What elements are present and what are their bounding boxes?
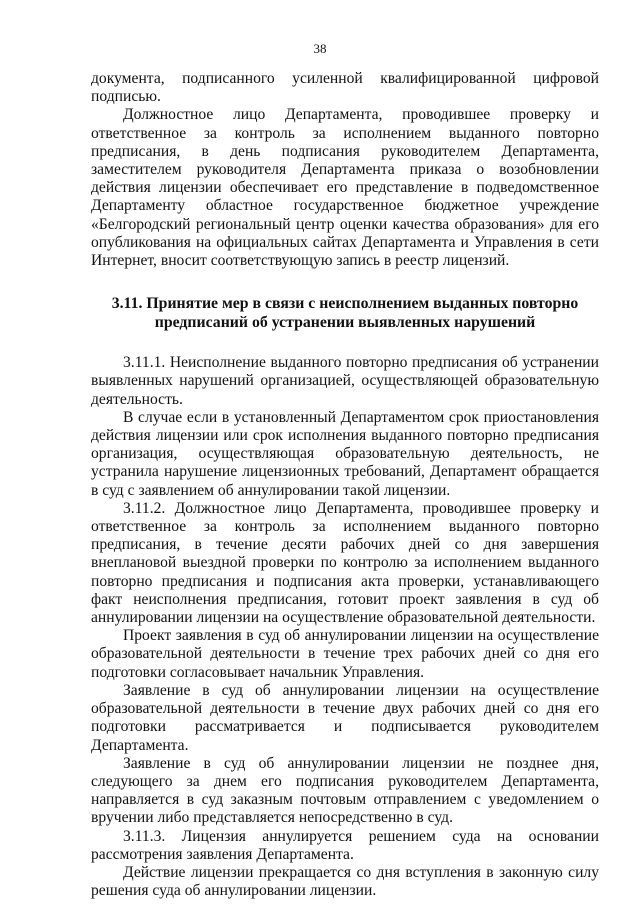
page-number: 38 [313,41,327,56]
paragraph-3-11-3: 3.11.3. Лицензия аннулируется решением суда на основании рассмотрения заявления Департамента. [91,827,599,863]
paragraph-draft: Проект заявления в суд об аннулировании лицензии на осуществление образовательной деятельности в течение трех рабочих дней со дня его подготовки согласовывает начальник Управления. [91,627,599,681]
paragraph-review: Заявление в суд об аннулировании лицензии на осуществление образовательной деятельности в течение двух рабочих дней со дня его подготовки рассматривается и подписывается руководителем Департамента. [91,681,599,754]
section-heading: 3.11. Принятие мер в связи с неисполнением выданных повторно предписаний об устранении выявленных нарушений [111,295,579,332]
document-body [91,70,599,900]
paragraph-case: В случае если в установленный Департаментом срок приостановления действия лицензии или срок исполнения выданного повторно предписания организация, осуществляющая образовательную деятельность, не устранила нарушение лицензионных требований, Департамент обращается в суд с заявлением об аннулировании такой лицензии. [91,408,599,499]
paragraph-3-11-1: 3.11.1. Неисполнение выданного повторно предписания об устранении выявленных нарушений организацией, осуществляющей образовательную деятельность. [91,354,599,408]
paragraph-submission: Заявление в суд об аннулировании лицензии не позднее дня, следующего за днем его подписания руководителем Департамента, направляется в суд заказным почтовым отправлением с уведомлением о вручении либо представляется непосредственно в суд. [91,754,599,827]
paragraph-1: Должностное лицо Департамента, проводившее проверку и ответственное за контроль за исполнением выданного повторно предписания, в день подписания руководителем Департамента, заместителем руководителя Департамента приказа о возобновлении действия лицензии обеспечивает его представление в подведомственное Департаменту областное государственное бюджетное учреждение «Белгородский региональный центр оценки качества образования» для его опубликования на официальных сайтах Департамента и Управления в сети Интернет, вносит соответствующую запись в реестр лицензий. [91,106,599,270]
paragraph-termination: Действие лицензии прекращается со дня вступления в законную силу решения суда об аннулировании лицензии. [91,863,599,900]
paragraph-3-11-2: 3.11.2. Должностное лицо Департамента, проводившее проверку и ответственное за контроль за исполнением выданного повторно предписания, в течение десяти рабочих дней со дня завершения внеплановой выездной проверки по контролю за исполнением выданного повторно предписания и подписания акта проверки, устанавливающего факт неисполнения предписания, готовит проект заявления в суд об аннулировании лицензии на осуществление образовательной деятельности. [91,499,599,627]
paragraph-0: документа, подписанного усиленной квалифицированной цифровой подписью. [91,70,599,106]
